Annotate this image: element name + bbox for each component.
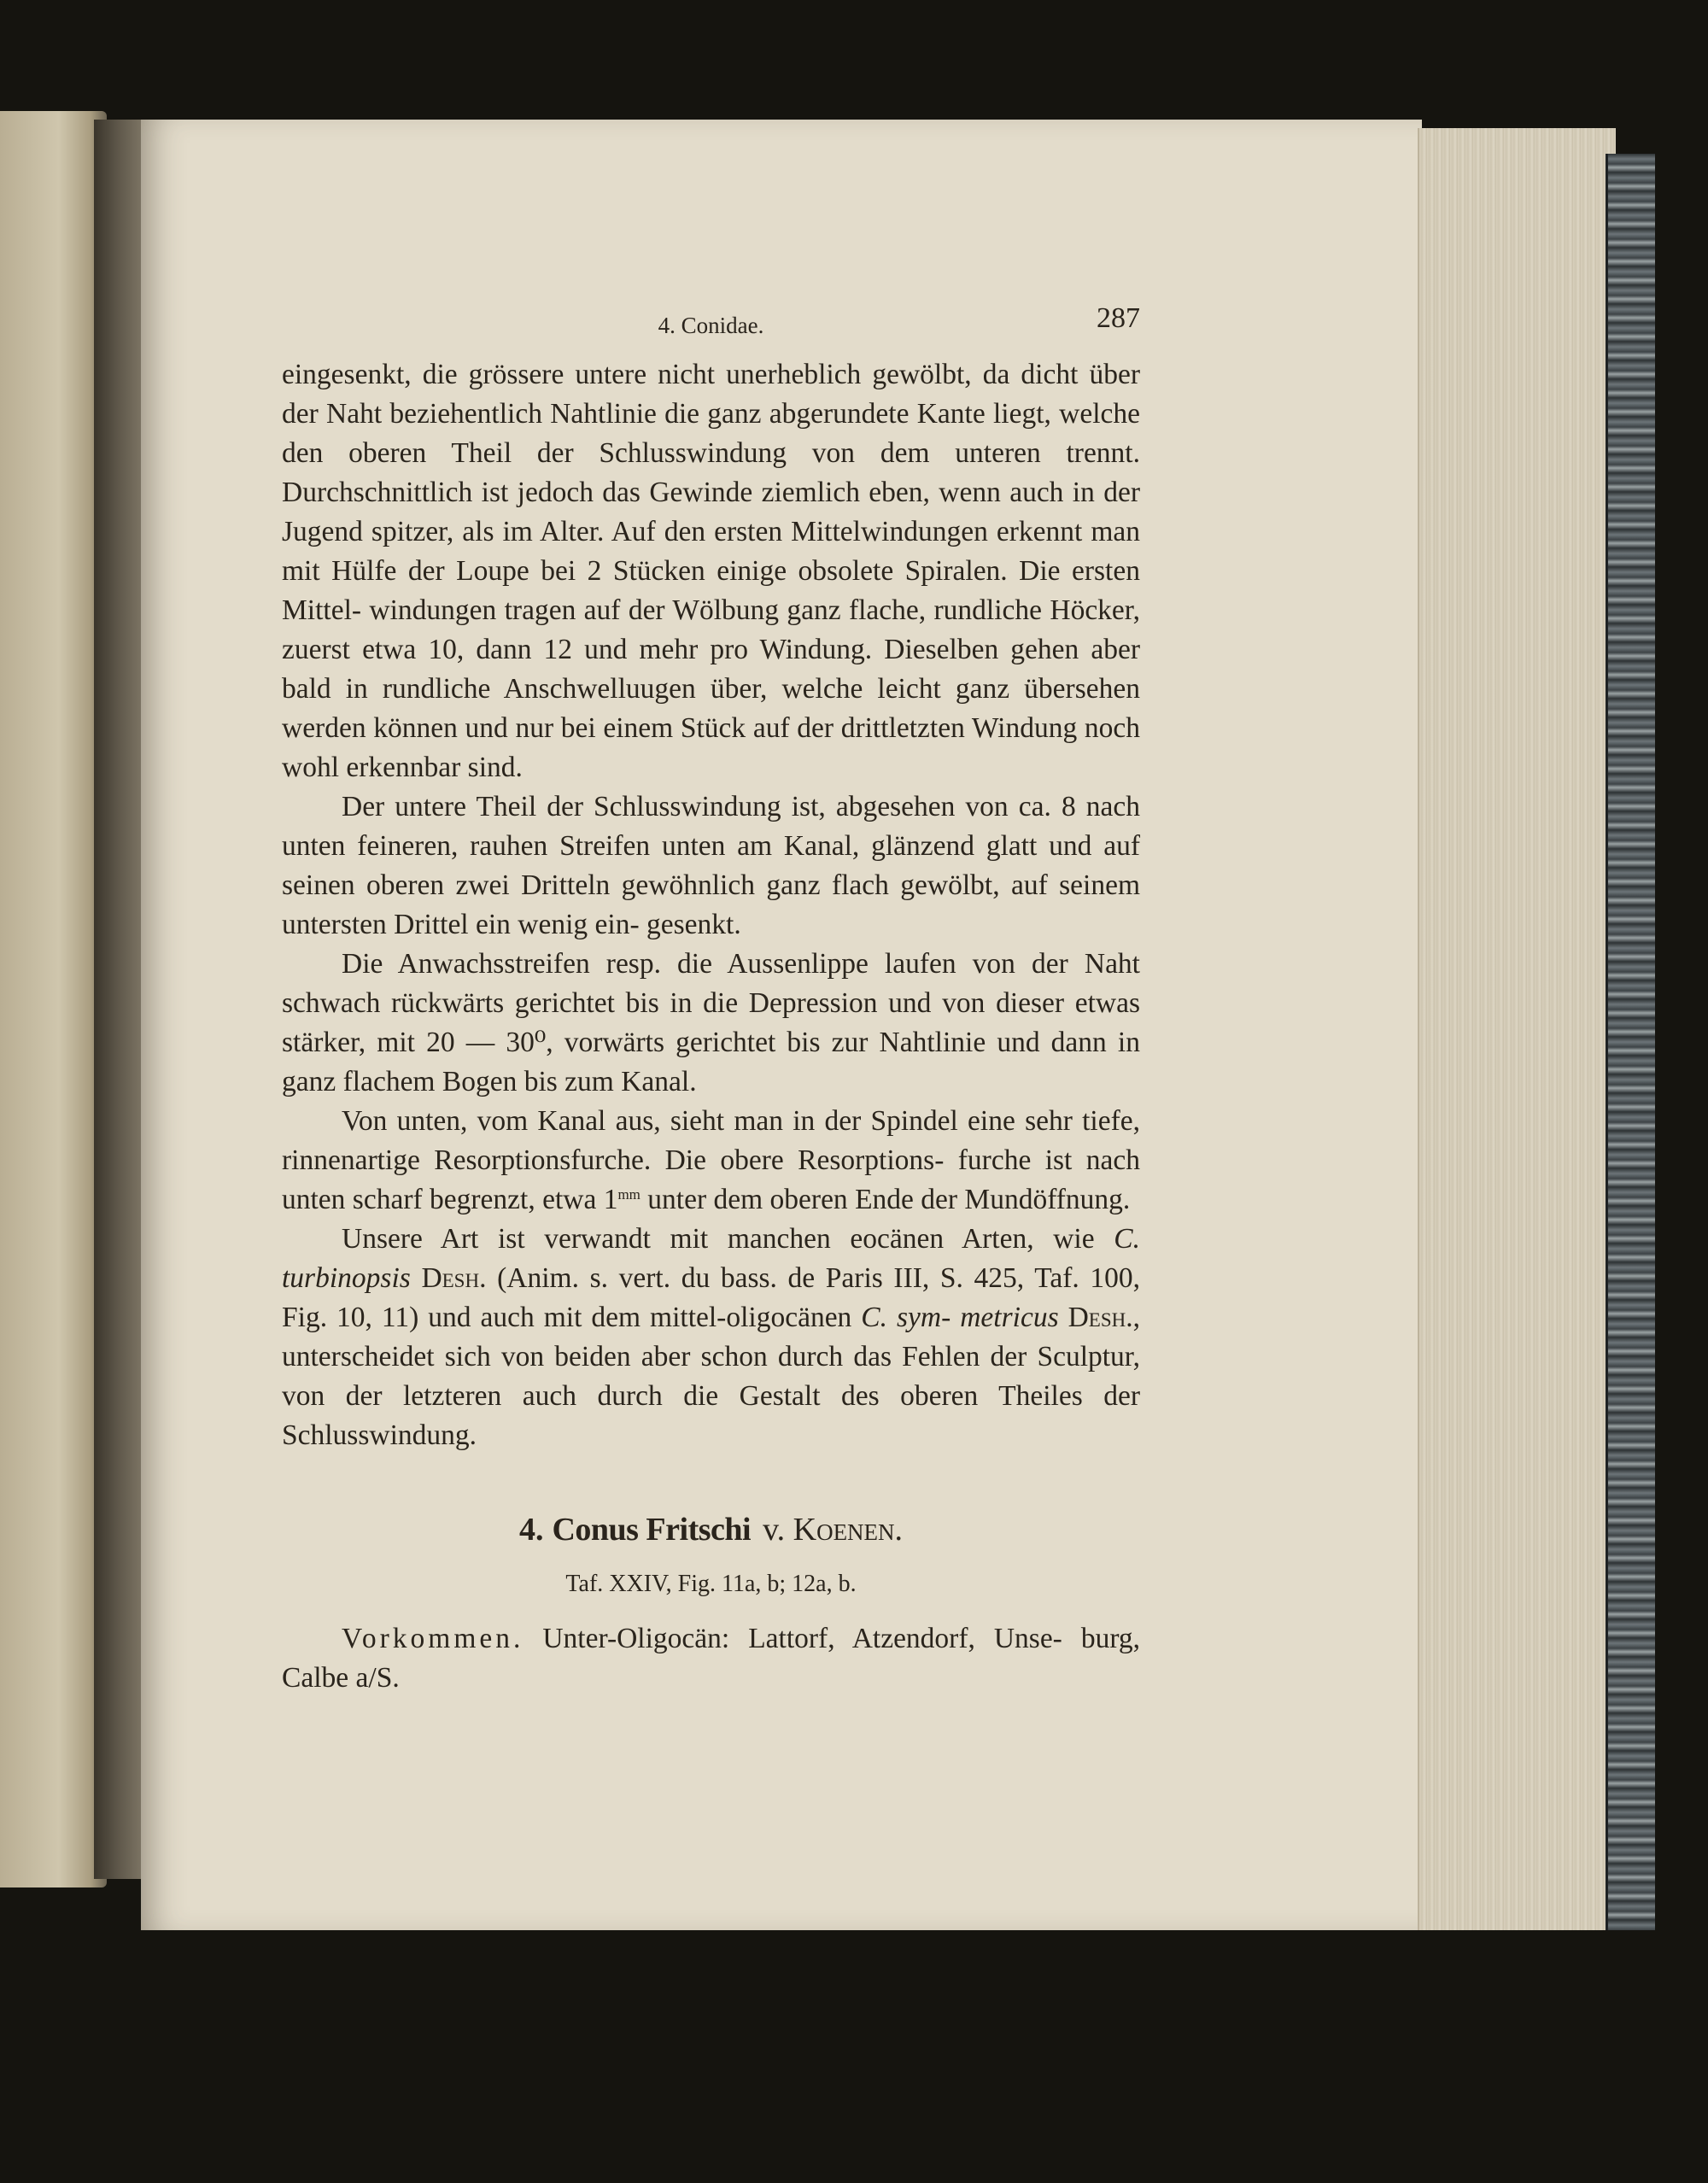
species-author: Koenen. [793, 1512, 904, 1548]
text-line: ganz übersehen werden können und nur bei einem Stück auf der [282, 673, 1140, 744]
plate-reference: Taf. XXIV, Fig. 11a, b; 12a, b. [565, 1571, 857, 1597]
text-line: Ende der Mundöffnung. [855, 1184, 1131, 1215]
text-line: Die Anwachsstreifen resp. die Aussenlippe laufen von der [342, 948, 1068, 980]
text-line: furche ist nach unten scharf begrenzt, etwa 1 [282, 1144, 1140, 1215]
species-name-italic: metricus [960, 1302, 1059, 1333]
page-number: 287 [1097, 302, 1140, 334]
occurrence-label: Vorkommen. [342, 1623, 524, 1654]
running-head-title: 4. Conidae. [658, 313, 764, 338]
species-name-italic: C. sym- [861, 1302, 951, 1333]
text-line: das Fehlen der Sculptur, von der letzteren auch durch die Gestalt [282, 1341, 1140, 1412]
species-title: Conus Fritschi [552, 1512, 752, 1548]
text-line: , unterscheidet sich von beiden aber schon durch [282, 1302, 1140, 1372]
text-line: Unsere Art ist verwandt mit manchen eocänen Arten, wie [342, 1223, 1095, 1255]
text-line: zuerst etwa 10, dann 12 und mehr pro Windung. Dieselben [282, 634, 999, 665]
species-author-prefix: v. [763, 1512, 786, 1548]
text-line: glänzend glatt und auf seinen oberen zwei Dritteln gewöhnlich [282, 830, 1140, 901]
unit-superscript: mm [617, 1186, 640, 1203]
author-name: Desh. [421, 1262, 487, 1294]
text-line: Kante liegt, welche den oberen Theil der Schlusswindung von [282, 398, 1140, 469]
species-heading [282, 1510, 1140, 1549]
species-name-italic: C. turbinopsis [282, 1223, 1141, 1294]
text-line: burg, Calbe a/S. [282, 1623, 1140, 1694]
text-line: sehr tiefe, rinnenartige Resorptionsfurche. Die obere Resorptions- [282, 1105, 1140, 1176]
text-line: ca. 8 nach unten feineren, rauhen Streifen unten am Kanal, [282, 791, 1141, 862]
text-line: gehen aber bald in rundliche Anschwelluugen über, welche leicht [282, 634, 1140, 705]
page-text-block [282, 299, 1140, 1698]
text-line: eingesenkt, die grössere untere nicht unerheblich gewölbt, da [282, 359, 1010, 390]
text-line: Taf. 100, Fig. 10, 11) und auch mit dem mittel-oligocänen [282, 1262, 1140, 1333]
text-line: unter dem oberen [640, 1184, 848, 1215]
text-line: dieser etwas stärker, mit 20 — 30⁰, vorwärts gerichtet bis zur [282, 987, 1141, 1058]
text-line: ziemlich eben, wenn auch in der Jugend spitzer, als im Alter. [282, 477, 1140, 547]
paragraph-4 [282, 1102, 1140, 1220]
species-number: 4. [518, 1512, 544, 1548]
text-line: des oberen Theiles der Schlusswindung. [282, 1380, 1141, 1451]
text-line: Der untere Theil der Schlusswindung ist, abgesehen von [342, 791, 1009, 822]
text-line: dem unteren trennt. Durchschnittlich ist jedoch das Gewinde [282, 437, 1140, 508]
page-block-edge [1418, 128, 1616, 1930]
text-line: Auf den ersten Mittelwindungen erkennt man mit Hülfe der [282, 516, 1141, 587]
text-line: drittletzten Windung noch wohl erkennbar sind. [282, 712, 1140, 783]
book-cover-edge [1606, 154, 1655, 1930]
occurrence-paragraph [282, 1619, 1140, 1698]
running-head [282, 299, 1140, 350]
author-name: Desh. [1068, 1302, 1133, 1333]
text-line: ganz flach gewölbt, auf seinem untersten Drittel ein wenig ein- [282, 869, 1140, 940]
text-line: Nahtlinie und dann in ganz flachem Bogen bis zum Kanal. [282, 1027, 1140, 1097]
text-line: windungen tragen auf der Wölbung ganz flache, rundliche Höcker, [369, 594, 1140, 626]
text-line: Loupe bei 2 Stücken einige obsolete Spiralen. Die ersten Mittel- [282, 555, 1140, 626]
facing-page-edge [0, 111, 107, 1887]
paragraph-1 [282, 355, 1140, 787]
paragraph-3 [282, 945, 1140, 1102]
text-line: Von unten, vom Kanal aus, sieht man in der Spindel eine [342, 1105, 1015, 1137]
text-line: Naht schwach rückwärts gerichtet bis in die Depression und von [282, 948, 1140, 1019]
text-line: Unter-Oligocän: Lattorf, Atzendorf, Unse- [542, 1623, 1062, 1654]
text-line: gesenkt. [646, 909, 741, 940]
text-line: dicht über der Naht beziehentlich Nahtlinie die ganz abgerundete [282, 359, 1140, 430]
paragraph-2 [282, 787, 1140, 945]
paragraph-5 [282, 1220, 1140, 1455]
text-line: (Anim. s. vert. du bass. de Paris III, S. 425, [486, 1262, 1025, 1294]
